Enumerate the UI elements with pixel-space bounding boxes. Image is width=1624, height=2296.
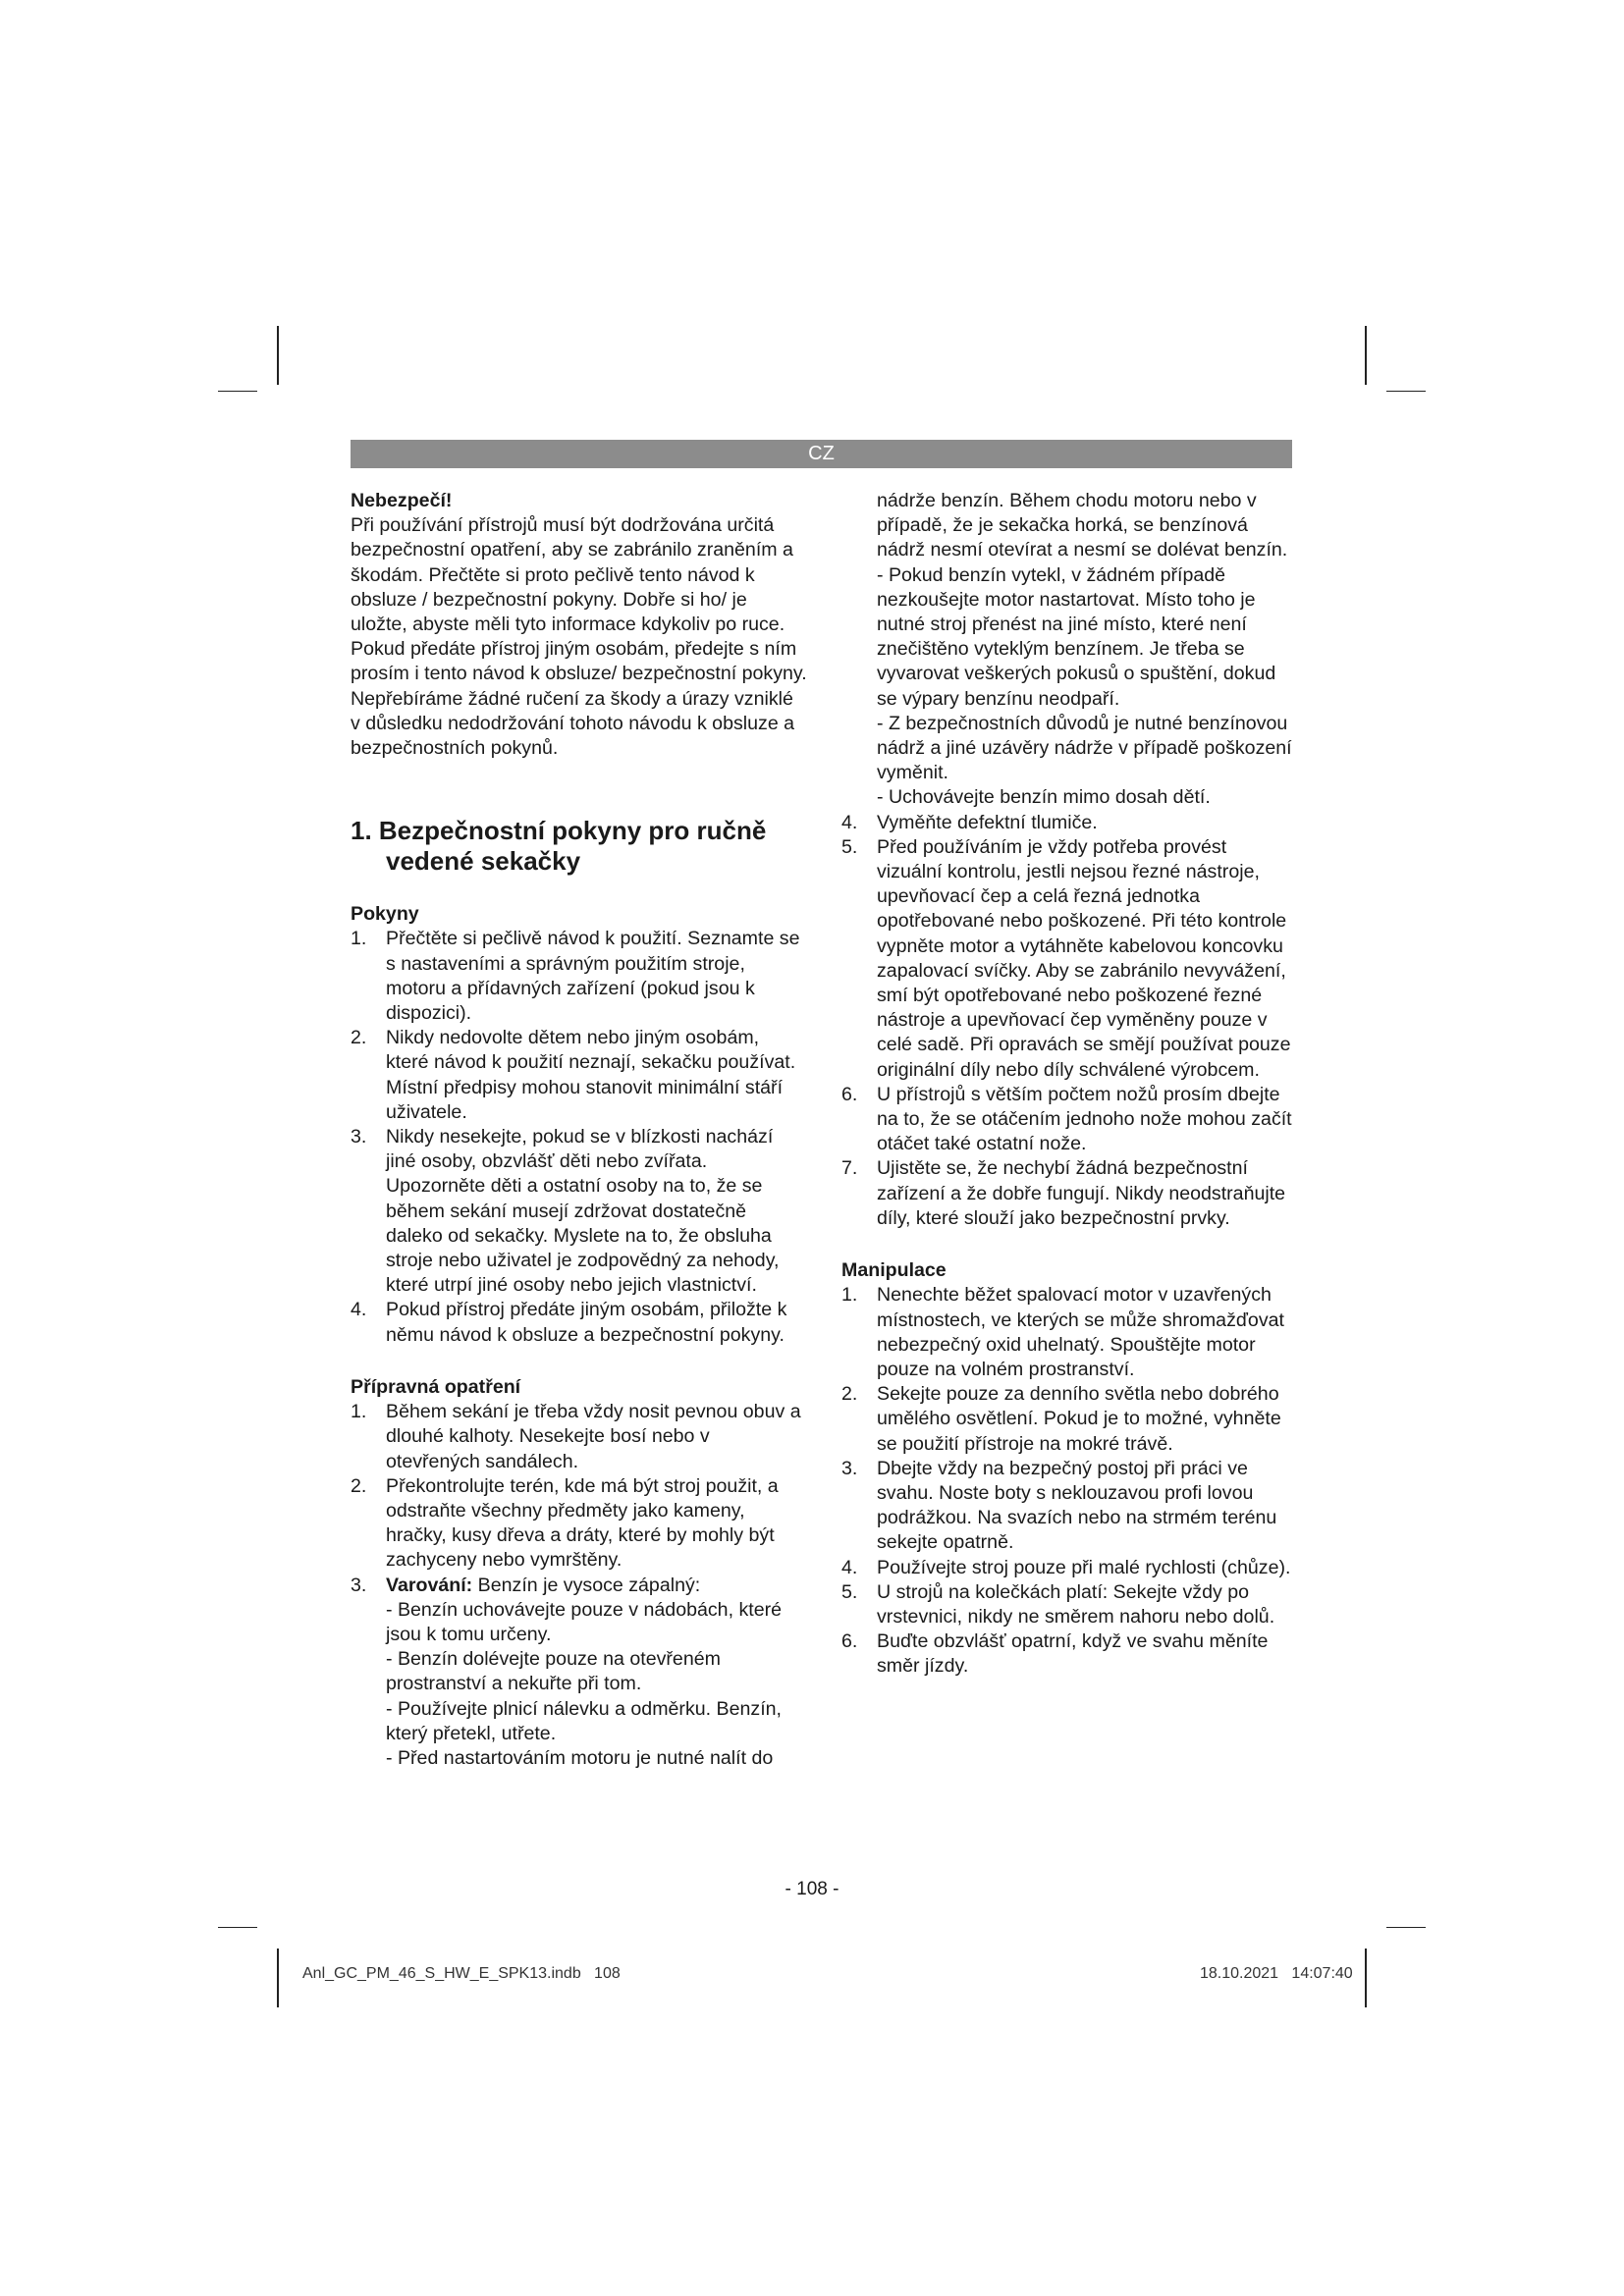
list-item: [841, 1629, 1295, 1679]
list-number: 6.: [841, 1083, 858, 1105]
crop-mark: [1386, 391, 1426, 392]
list-text: Vyměňte defektní tlumiče.: [877, 811, 1098, 833]
warning-label: Varování:: [386, 1574, 473, 1596]
list-item: [351, 1474, 807, 1574]
list-item: [841, 1083, 1295, 1157]
list-text: Během sekání je třeba vždy nosit pevnou obuv a dlouhé kalhoty. Nesekejte bosí nebo v otevřených sandálech.: [386, 1401, 801, 1472]
intro-paragraph: Při používání přístrojů musí být dodržována určitá bezpečnostní opatření, aby se zabránilo zraněním a škodám. Přečtěte si proto pečlivě tento návod k obsluze / bezpečnostní pokyny. Dobře si ho/ je uložte, abyste měli tyto informace kdykoliv po ruce. Pokud předáte přístroj jiným osobám, předejte s ním prosím i tento návod k obsluze/ bezpečnostní pokyny. Nepřebíráme žádné ručení za škody a úrazy vzniklé v důsledku nedodržování tohoto návodu k obsluze a bezpečnostních pokynů.: [351, 514, 807, 760]
list-text: Překontrolujte terén, kde má být stroj použit, a odstraňte všechny předměty jako kameny, hračky, kusy dřeva a dráty, které by mohly být zachyceny nebo vymrštěny.: [386, 1474, 779, 1572]
pokyny-list: [351, 927, 807, 1347]
list-number: 6.: [841, 1630, 858, 1653]
list-text: Před používáním je vždy potřeba provést vizuální kontrolu, jestli nejsou řezné nástroje, upevňovací čep a celá řezná jednotka opotřebované nebo poškozené. Při této kontrole vypněte motor a vytáhněte kabelovou koncovku zapalovací svíčky. Aby se zabránilo nevyvážení, smí být opotřebované nebo poškozené řezné nástroje a upevňovací čep vyměněny pouze v celé sadě. Při opravách se smějí používat pouze originální díly nebo díly schválené výrobcem.: [877, 835, 1291, 1081]
list-text: Buďte obzvlášť opatrní, když ve svahu měníte směr jízdy.: [877, 1630, 1269, 1678]
list-number: 4.: [841, 1556, 858, 1578]
list-item: [351, 1298, 807, 1347]
priprava-heading: Přípravná opatření: [351, 1375, 521, 1398]
crop-mark: [1365, 1949, 1367, 2007]
crop-mark: [1386, 1927, 1426, 1928]
list-item: [351, 1574, 807, 1772]
danger-heading: Nebezpečí!: [351, 490, 453, 511]
dash-item: - Pokud benzín vytekl, v žádném případě nezkoušejte motor nastartovat. Místo toho je nutné stroj přenést na jiné místo, které není znečištěno vyteklým benzínem. Je třeba se vyvarovat veškerých pokusů o spuštění, dokud se výpary benzínu neodpaří.: [877, 563, 1276, 710]
list-number: 1.: [841, 1284, 858, 1307]
crop-mark: [218, 391, 257, 392]
list-number: 1.: [351, 1401, 367, 1423]
list-number: 2.: [841, 1383, 858, 1406]
print-datetime: 18.10.2021 14:07:40: [1200, 1965, 1353, 1982]
list-number: 5.: [841, 1580, 858, 1603]
file-slug: Anl_GC_PM_46_S_HW_E_SPK13.indb 108: [302, 1965, 621, 1982]
list-number: 4.: [351, 1299, 367, 1321]
list-text: U strojů na kolečkách platí: Sekejte vždy po vrstevnici, nikdy ne směrem nahoru nebo dolů.: [877, 1580, 1275, 1628]
list-item: [351, 1125, 807, 1298]
crop-mark: [277, 1949, 279, 2007]
list-number: 3.: [351, 1126, 367, 1148]
dash-item-continued: nádrže benzín. Během chodu motoru nebo v případě, že je sekačka horká, se benzínová nádrž nesmí otevírat a nesmí se dolévat benzín.: [877, 490, 1288, 561]
manipulace-heading: Manipulace: [841, 1259, 947, 1282]
list-number: 3.: [351, 1574, 367, 1596]
list-item: [841, 835, 1295, 1083]
dash-item: - Z bezpečnostních důvodů je nutné benzínovou nádrž a jiné uzávěry nádrže v případě poškození vyměnit.: [877, 712, 1292, 784]
list-number: 3.: [841, 1457, 858, 1479]
list-item: [841, 1580, 1295, 1629]
list-text: U přístrojů s větším počtem nožů prosím dbejte na to, že se otáčením jednoho nože mohou začít otáčet také ostatní nože.: [877, 1083, 1292, 1155]
dash-item: - Benzín dolévejte pouze na otevřeném prostranství a nekuřte při tom.: [386, 1648, 721, 1695]
dash-item: - Před nastartováním motoru je nutné nalít do: [386, 1746, 774, 1769]
crop-mark: [277, 326, 279, 385]
list-item: [841, 1156, 1295, 1231]
list-item: [841, 1382, 1295, 1457]
list-number: 2.: [351, 1027, 367, 1049]
language-bar: CZ: [351, 440, 1292, 468]
list-text: Nikdy nedovolte dětem nebo jiným osobám, které návod k použití neznají, sekačku používat. Místní předpisy mohou stanovit minimální stáří uživatele.: [386, 1027, 796, 1123]
list-item: [841, 1283, 1295, 1382]
crop-mark: [1365, 326, 1367, 385]
list-text: Sekejte pouze za denního světla nebo dobrého umělého osvětlení. Pokud je to možné, vyhněte se použití přístroje na mokré trávě.: [877, 1383, 1281, 1455]
pokyny-heading: Pokyny: [351, 903, 419, 926]
page-number: - 108 -: [785, 1879, 839, 1899]
dash-item: - Benzín uchovávejte pouze v nádobách, které jsou k tomu určeny.: [386, 1598, 783, 1645]
list-item: [351, 927, 807, 1026]
list-text: Přečtěte si pečlivě návod k použití. Seznamte se s nastaveními a správným použitím stroje, motoru a přídavných zařízení (pokud jsou k dispozici).: [386, 928, 800, 1025]
list-text: Ujistěte se, že nechybí žádná bezpečnostní zařízení a že dobře fungují. Nikdy neodstraňujte díly, které slouží jako bezpečnostní prvky.: [877, 1157, 1286, 1229]
list-text: Nenechte běžet spalovací motor v uzavřených místnostech, ve kterých se může shromažďovat nebezpečný oxid uhelnatý. Spouštějte motor pouze na volném prostranství.: [877, 1284, 1284, 1380]
list-text: Pokud přístroj předáte jiným osobám, přiložte k němu návod k obsluze a bezpečnostní pokyny.: [386, 1299, 787, 1346]
dash-item: - Uchovávejte benzín mimo dosah dětí.: [877, 786, 1211, 809]
list-item: [841, 811, 1295, 835]
list-item: [351, 1400, 807, 1474]
right-column: [841, 489, 1295, 1680]
list-text: Dbejte vždy na bezpečný postoj při práci ve svahu. Noste boty s neklouzavou profi lovou podrážkou. Na svazích nebo na strmém terénu sekejte opatrně.: [877, 1457, 1277, 1554]
list-text: Používejte stroj pouze při malé rychlosti (chůze).: [877, 1556, 1291, 1578]
priprava-list: [351, 1400, 807, 1771]
manipulace-list: [841, 1283, 1295, 1679]
list-number: 5.: [841, 835, 858, 858]
list-item: [841, 1556, 1295, 1580]
list-number: 7.: [841, 1157, 858, 1180]
dash-item: - Používejte plnicí nálevku a odměrku. Benzín, který přetekl, utřete.: [386, 1697, 782, 1744]
list-item: [841, 1457, 1295, 1556]
warning-text: Benzín je vysoce zápalný:: [472, 1574, 701, 1596]
list-text: Nikdy nesekejte, pokud se v blízkosti nachází jiné osoby, obzvlášť děti nebo zvířata. Upozorněte děti a ostatní osoby na to, že se během sekání musejí zdržovat dostatečně daleko od sekačky. Myslete na to, že obsluha stroje nebo uživatel je zodpovědný za nehody, které utrpí jiné osoby nebo jejich vlastnictví.: [386, 1126, 780, 1297]
continued-warning: [841, 489, 1295, 811]
list-number: 4.: [841, 811, 858, 833]
list-number: 1.: [351, 928, 367, 950]
left-column: [351, 489, 807, 1771]
list-item: [351, 1026, 807, 1125]
list-number: 2.: [351, 1474, 367, 1497]
section-title: 1. Bezpečnostní pokyny pro ručně vedené sekačky: [351, 816, 767, 877]
crop-mark: [218, 1927, 257, 1928]
priprava-list-continued: [841, 811, 1295, 1231]
